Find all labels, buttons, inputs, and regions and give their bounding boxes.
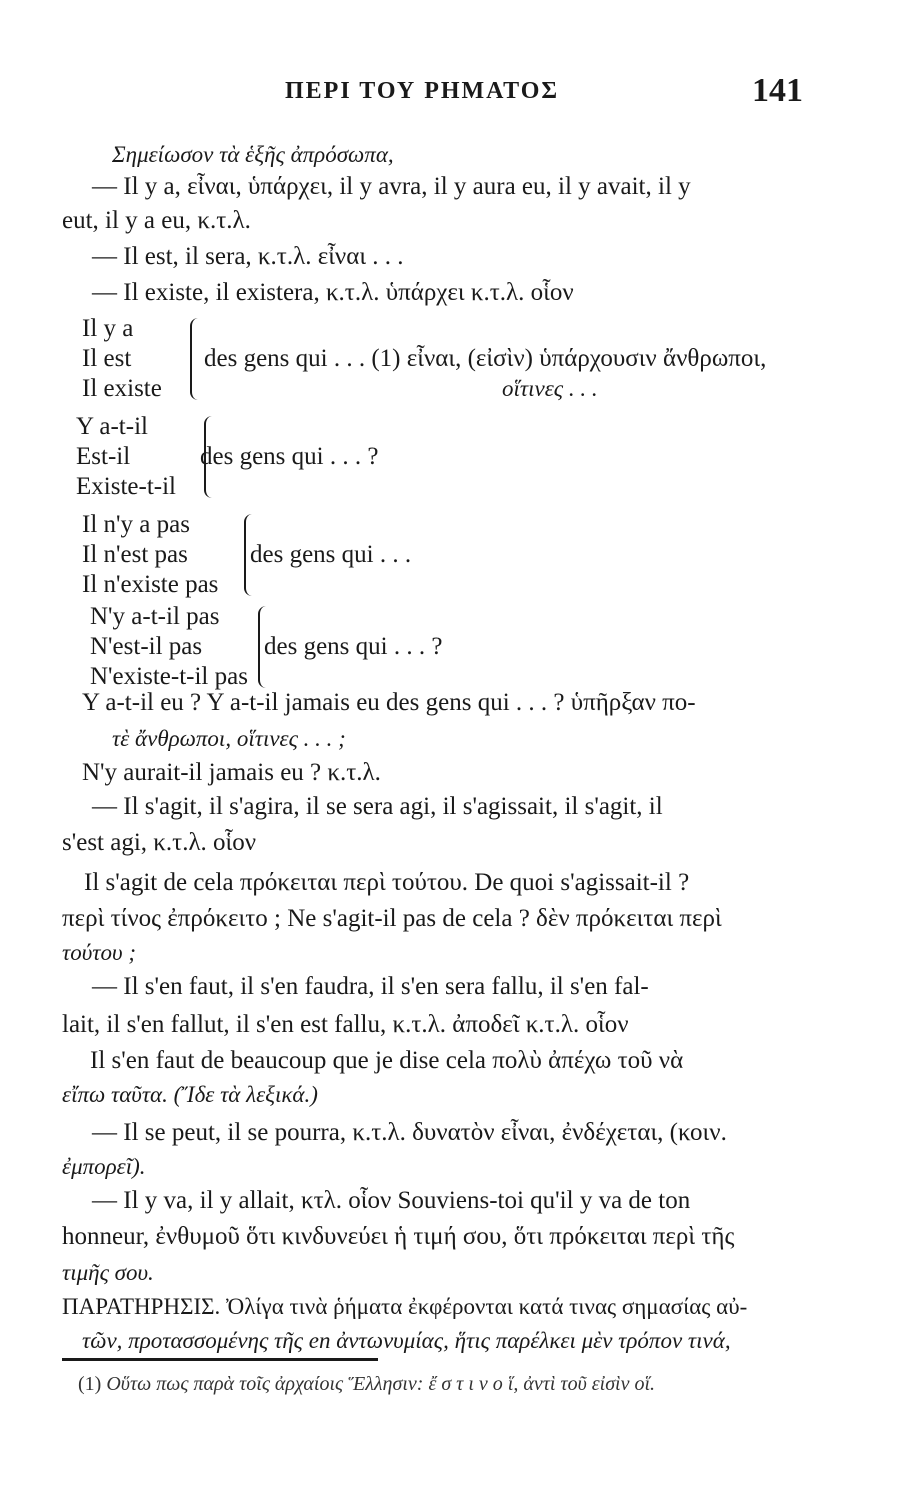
group-item: Est-il: [76, 443, 131, 470]
text-line: eut, il y a eu, κ.τ.λ.: [62, 207, 251, 234]
text-line: — Il s'en faut, il s'en faudra, il s'en sera fallu, il s'en fal-: [92, 973, 649, 1000]
footnote-text: Οὕτω πως παρὰ τοῖς ἀρχαίοις Ἕλλησιν: ἔ σ τ ι ν ο ἵ, ἀντὶ τοῦ εἰσὶν οἵ.: [106, 1373, 656, 1395]
group-text: des gens qui . . . ?: [200, 443, 379, 470]
group-item: Y a-t-il: [76, 413, 148, 440]
text-line: τιμῆς σου.: [62, 1260, 154, 1285]
text-line: — Il se peut, il se pourra, κ.τ.λ. δυνατὸν εἶναι, ἐνδέχεται, (κοιν.: [92, 1119, 727, 1146]
group-item: Il est: [82, 345, 132, 372]
text-line: lait, il s'en fallut, il s'en est fallu, κ.τ.λ. ἀποδεῖ κ.τ.λ. οἷον: [62, 1011, 629, 1038]
running-title: ΠΕΡΙ ΤΟΥ ΡΗΜΑΤΟΣ: [285, 78, 560, 104]
footnote: [78, 1373, 655, 1396]
page-number: 141: [752, 72, 803, 109]
text-line: τὲ ἄνθρωποι, οἵτινες . . . ;: [112, 726, 346, 751]
text-line: ἐμπορεῖ).: [62, 1154, 146, 1179]
group-text: des gens qui . . .: [250, 541, 412, 568]
group-item: Il n'existe pas: [82, 571, 219, 598]
text-line: — Il s'agit, il s'agira, il se sera agi, il s'agissait, il s'agit, il: [92, 793, 663, 820]
text-line: — Il y va, il y allait, κτλ. οἷον Souviens-toi qu'il y va de ton: [92, 1187, 691, 1214]
group-text: des gens qui . . . ?: [264, 633, 443, 660]
footnote-rule: [62, 1358, 378, 1361]
group-item: Il y a: [82, 315, 134, 342]
group-item: Existe-t-il: [76, 473, 176, 500]
text-line: περὶ τίνος ἐπρόκειτο ; Ne s'agit-il pas de cela ? δὲν πρόκειται περὶ: [62, 905, 722, 932]
group-item: N'existe-t-il pas: [90, 663, 248, 690]
text-line: — Il est, il sera, κ.τ.λ. εἶναι . . .: [92, 243, 404, 270]
text-line: Σημείωσον τὰ ἑξῆς ἀπρόσωπα,: [112, 142, 394, 167]
remark-line: ΠΑΡΑΤΗΡΗΣΙΣ. Ὀλίγα τινὰ ῥήματα ἐκφέρονται κατά τινας σημασίας αὐ-: [62, 1294, 748, 1319]
text-line: εἴπω ταῦτα. (Ἴδε τὰ λεξικά.): [62, 1082, 318, 1107]
group-item: N'est-il pas: [90, 633, 203, 660]
text-line: — Il y a, εἶναι, ὑπάρχει, il y avra, il y aura eu, il y avait, il y: [92, 173, 691, 200]
text-line: τούτου ;: [62, 940, 136, 965]
text-line: τῶν, προτασσομένης τῆς en ἀντωνυμίας, ἥτις παρέλκει μὲν τρόπον τινά,: [82, 1328, 731, 1353]
group-item: N'y a-t-il pas: [90, 603, 220, 630]
text-line: N'y aurait-il jamais eu ? κ.τ.λ.: [82, 759, 381, 786]
brace: [190, 318, 202, 400]
text-line: Y a-t-il eu ? Y a-t-il jamais eu des gens qui . . . ? ὑπῆρξαν πο-: [82, 689, 696, 716]
group-item: Il n'y a pas: [82, 511, 190, 538]
footnote-mark: (1): [78, 1373, 102, 1395]
group-item: Il existe: [82, 375, 162, 402]
text-line: Il s'en faut de beaucoup que je dise cela πολὺ ἀπέχω τοῦ νὰ: [90, 1047, 684, 1074]
text-line: s'est agi, κ.τ.λ. οἷον: [62, 829, 257, 856]
group-text: des gens qui . . . (1) εἶναι, (εἰσὶν) ὑπάρχουσιν ἄνθρωποι,: [204, 345, 767, 372]
group-item: Il n'est pas: [82, 541, 188, 568]
text-line: honneur, ἐνθυμοῦ ὅτι κινδυνεύει ἡ τιμή σου, ὅτι πρόκειται περὶ τῆς: [62, 1223, 735, 1250]
group-text: οἵτινες . . .: [502, 376, 598, 401]
text-line: Il s'agit de cela πρόκειται περὶ τούτου. De quoi s'agissait-il ?: [84, 869, 690, 896]
text-line: — Il existe, il existera, κ.τ.λ. ὑπάρχει κ.τ.λ. οἷον: [92, 279, 574, 306]
page-header: [0, 72, 920, 112]
